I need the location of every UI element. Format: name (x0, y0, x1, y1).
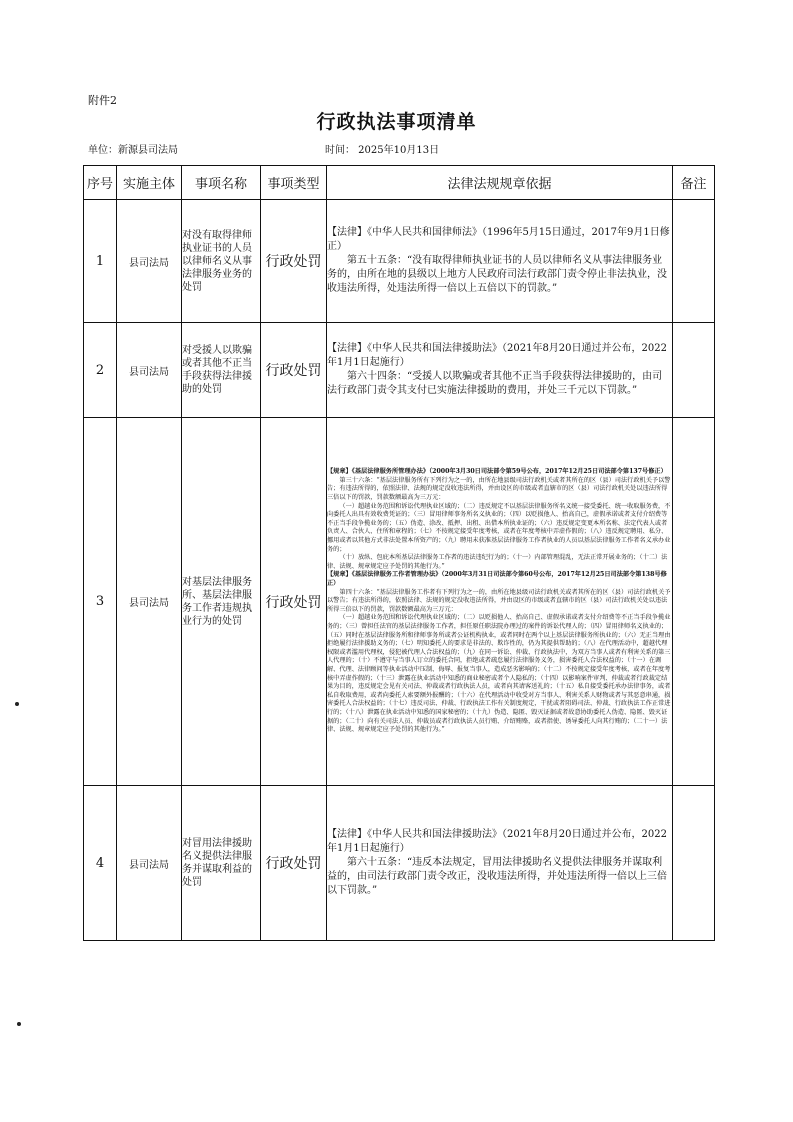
unit-label: 单位：新源县司法局 (88, 145, 178, 156)
basis-clause: （十）放纵、包庇本所基层法律服务工作者的违法违纪行为的；（十一）内部管理混乱，无法正常开展业务的；（十二）法律、法规、规章规定应予处罚的其他行为。” (327, 554, 668, 570)
row-legal-basis (327, 323, 673, 418)
row-item-name: 对没有取得律师执业证书的人员以律师名义从事法律服务业务的处罚 (182, 200, 261, 323)
basis-clause: 第六十四条：“受援人以欺骗或者其他不正当手段获得法律援助的，由司法行政部门责令其支付已实施法律援助的费用，并处三千元以下罚款。” (327, 371, 663, 396)
row-index: 1 (84, 200, 117, 323)
row-remarks (673, 200, 715, 323)
row-remarks (673, 323, 715, 418)
row-item-name: 对冒用法律援助名义提供法律服务并谋取利益的处罚 (182, 786, 261, 941)
row-item-type: 行政处罚 (261, 418, 327, 786)
basis-clause: （一）超越业务范围和诉讼代理执业区域的；（二）违反规定不以基层法律服务所名义统一接受委托、统一收取服务费，不向委托人出具有效收费凭证的；（三）冒用律师事务所名义执业的；（四）以贬损他人、抬高自己，虚假承诺或者支付介绍费等不正当手段争揽业务的；（五）伪造、涂改、抵押、出租、出借本所执业证的；（六）违反规定变更本所名称、法定代表人或者负责人、合伙人、住所和章程的；（七）不按规定接受年度考核，或者在年度考核中弄虚作假的；（八）违反规定聘用、私分、挪用或者以其他方式非法处置本所资产的；（九）聘用未获准基层法律服务工作者执业的人员以基层法律服务工作者名义承办业务的； (327, 502, 671, 553)
basis-clause: 第六十五条：“违反本法规定，冒用法律援助名义提供法律服务并谋取利益的，由司法行政部门责令改正，没收违法所得，并处违法所得一倍以上三倍以下罚款。” (327, 857, 667, 896)
header-legal-basis: 法律法规规章依据 (327, 166, 673, 200)
table-row (84, 323, 715, 418)
basis-heading: 【法律】《中华人民共和国法律援助法》（2021年8月20日通过并公布，2022年1月1日起施行） (327, 829, 667, 854)
basis-clause: 第五十五条：“没有取得律师执业证书的人员以律师名义从事法律服务业务的，由所在地的县级以上地方人民政府司法行政部门责令停止非法执业，没收违法所得，处违法所得一倍以上五倍以下的罚款。” (327, 255, 667, 294)
scan-speck (15, 702, 19, 706)
row-legal-basis (327, 200, 673, 323)
row-item-name: 对受援人以欺骗或者其他不正当手段获得法律援助的处罚 (182, 323, 261, 418)
table-row (84, 786, 715, 941)
table-row (84, 418, 715, 786)
row-body: 县司法局 (117, 418, 182, 786)
basis-clause: （一）超越业务范围和诉讼代理执业区域的；（二）以贬损他人、抬高自己、虚假承诺或者支付介绍费等不正当手段争揽业务的；（三）曾担任法官的基层法律服务工作者，担任原任职法院办理过的案件的诉讼代理人的；（四）冒用律师名义执业的；（五）同时在基层法律服务所和律师事务所或者公证机构执业，或者同时在两个以上基层法律服务所执业的；（六）无正当理由拒绝履行法律援助义务的；（七）明知委托人的要求是非法的、欺诈性的，仍为其提供帮助的；（八）在代理活动中，超越代理权限或者滥用代理权，侵犯被代理人合法权益的；（九）在同一诉讼、仲裁、行政执法中，为双方当事人或者有利害关系的第三人代理的；（十）不遵守与当事人订立的委托合同，拒绝或者疏怠履行法律服务义务，损害委托人合法权益的；（十一）在调解、代理、法律顾问等执业活动中压制、侮辱、报复当事人，造成恶劣影响的；（十二）不按规定接受年度考核，或者在年度考核中弄虚作假的；（十三）泄露在执业活动中知悉的商业秘密或者个人隐私的；（十四）以影响案件审判、仲裁或者行政裁定结果为目的，违反规定会见有关司法、仲裁或者行政执法人员，或者向其请客送礼的；（十五）私自接受委托承办法律事务，或者私自收取费用，或者向委托人索要额外报酬的；（十六）在代理活动中收受对方当事人、利害关系人财物或者与其恶意串通，损害委托人合法权益的；（十七）违反司法、仲裁、行政执法工作有关制度规定，干扰或者阻碍司法、仲裁、行政执法工作正常进行的；（十八）泄露在执业活动中知悉的国家秘密的；（十九）伪造、隐匿、毁灭证据或者故意协助委托人伪造、隐匿、毁灭证据的；（二十）向有关司法人员、仲裁员或者行政执法人员行贿、介绍贿赂，或者指使、诱导委托人向其行贿的；（二十一）法律、法规、规章规定应予处罚的其他行为。” (327, 614, 671, 734)
header-index: 序号 (84, 166, 117, 200)
header-remarks: 备注 (673, 166, 715, 200)
row-index: 4 (84, 786, 117, 941)
row-item-name: 对基层法律服务所、基层法律服务工作者违规执业行为的处罚 (182, 418, 261, 786)
basis-clause: 第三十六条：“基层法律服务所有下列行为之一的，由所在地县级司法行政机关或者其所在的区（县）司法行政机关予以警告；有违法所得的，依照法律、法规的规定没收违法所得，并由设区的市级或者直辖市的区（县）司法行政机关处以违法所得三倍以下的罚款，罚款数额最高为三万元： (327, 476, 671, 502)
row-index: 2 (84, 323, 117, 418)
row-item-type: 行政处罚 (261, 200, 327, 323)
row-index: 3 (84, 418, 117, 786)
row-body: 县司法局 (117, 200, 182, 323)
annex-label: 附件2 (88, 94, 117, 107)
date-label: 时间： 2025年10月13日 (325, 145, 440, 156)
page-title: 行政执法事项清单 (316, 111, 477, 133)
header-item-type: 事项类型 (261, 166, 327, 200)
row-remarks (673, 786, 715, 941)
basis-heading: 【规章】《基层法律服务工作者管理办法》（2000年3月31日司法部令第60号公布，2017年12月25日司法部令第138号修正） (327, 571, 667, 588)
row-item-type: 行政处罚 (261, 323, 327, 418)
row-body: 县司法局 (117, 323, 182, 418)
header-item-name: 事项名称 (182, 166, 261, 200)
header-body: 实施主体 (117, 166, 182, 200)
row-remarks (673, 418, 715, 786)
row-item-type: 行政处罚 (261, 786, 327, 941)
basis-heading: 【法律】《中华人民共和国律师法》（1996年5月15日通过，2017年9月1日修正） (327, 227, 670, 252)
basis-heading: 【规章】《基层法律服务所管理办法》（2000年3月30日司法部令第59号公布，2017年12月25日司法部令第137号修正） (327, 468, 667, 476)
row-body: 县司法局 (117, 786, 182, 941)
table-row (84, 200, 715, 323)
basis-clause: 第四十六条：“基层法律服务工作者有下列行为之一的，由所在地县级司法行政机关或者其所在的区（县）司法行政机关予以警告；有违法所得的，依照法律、法规的规定没收违法所得，并由设区的市级或者直辖市的区（县）司法行政机关处以违法所得三倍以下的罚款，罚款数额最高为三万元： (327, 588, 671, 613)
table-header-row (84, 166, 715, 200)
row-legal-basis (327, 418, 673, 786)
basis-heading: 【法律】《中华人民共和国法律援助法》（2021年8月20日通过并公布，2022年1月1日起施行） (327, 343, 667, 368)
enforcement-table (83, 165, 715, 941)
row-legal-basis (327, 786, 673, 941)
scan-speck (17, 1022, 21, 1026)
